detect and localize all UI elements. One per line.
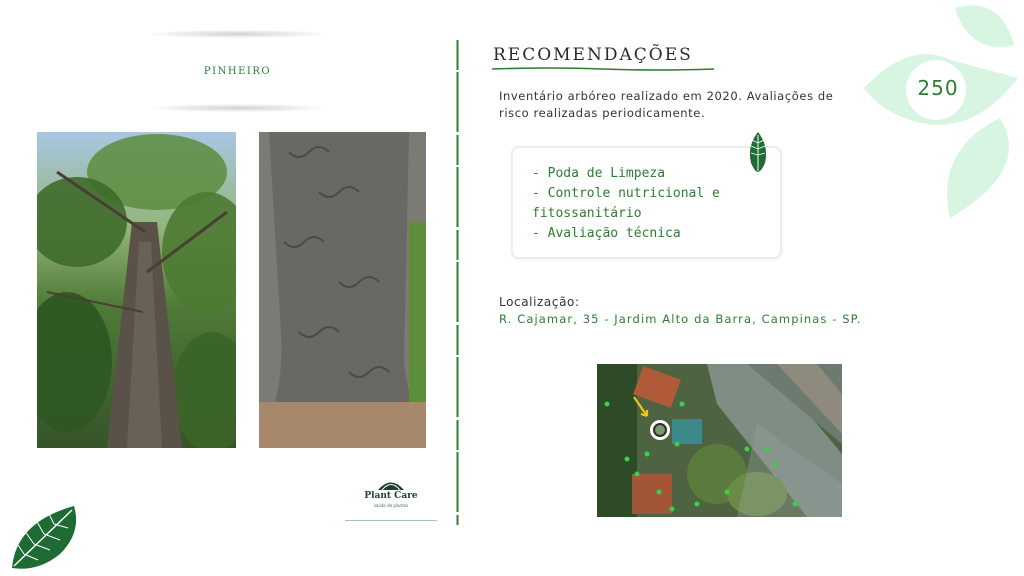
intro-text: Inventário arbóreo realizado em 2020. Avaliações de risco realizadas periodicamente. <box>499 89 834 120</box>
vertical-divider <box>456 40 459 525</box>
aerial-map <box>597 364 842 517</box>
recommendations-list <box>532 164 767 244</box>
title-shadow-bottom <box>150 104 325 112</box>
plant-care-logo <box>356 476 426 506</box>
title-underline <box>492 66 714 72</box>
page-number-badge: 250 <box>917 76 959 100</box>
leaf-icon <box>8 502 82 572</box>
logo-underline <box>345 520 437 521</box>
location-address: R. Cajamar, 35 - Jardim Alto da Barra, Campinas - SP. <box>499 312 862 326</box>
tree-name: PINHEIRO <box>203 66 272 77</box>
recommendation-item: - Controle nutricional e fitossanitário <box>532 186 728 221</box>
leaf-icon <box>747 131 769 173</box>
tree-title-card <box>150 30 325 112</box>
decorative-leaves-icon <box>850 0 1024 230</box>
recommendations-title: RECOMENDAÇÕES <box>493 45 693 65</box>
leaf-logo-icon <box>356 477 426 491</box>
title-shadow-top <box>150 30 325 38</box>
canopy-photo <box>37 132 236 448</box>
logo-tagline: saúde de plantas <box>373 503 409 508</box>
recommendation-item: - Poda de Limpeza <box>532 166 666 181</box>
trunk-photo <box>259 132 426 448</box>
recommendations-box <box>511 146 782 259</box>
location-label: Localização: <box>499 295 580 309</box>
logo-name: Plant Care <box>364 491 418 501</box>
recommendation-item: - Avaliação técnica <box>532 226 681 241</box>
